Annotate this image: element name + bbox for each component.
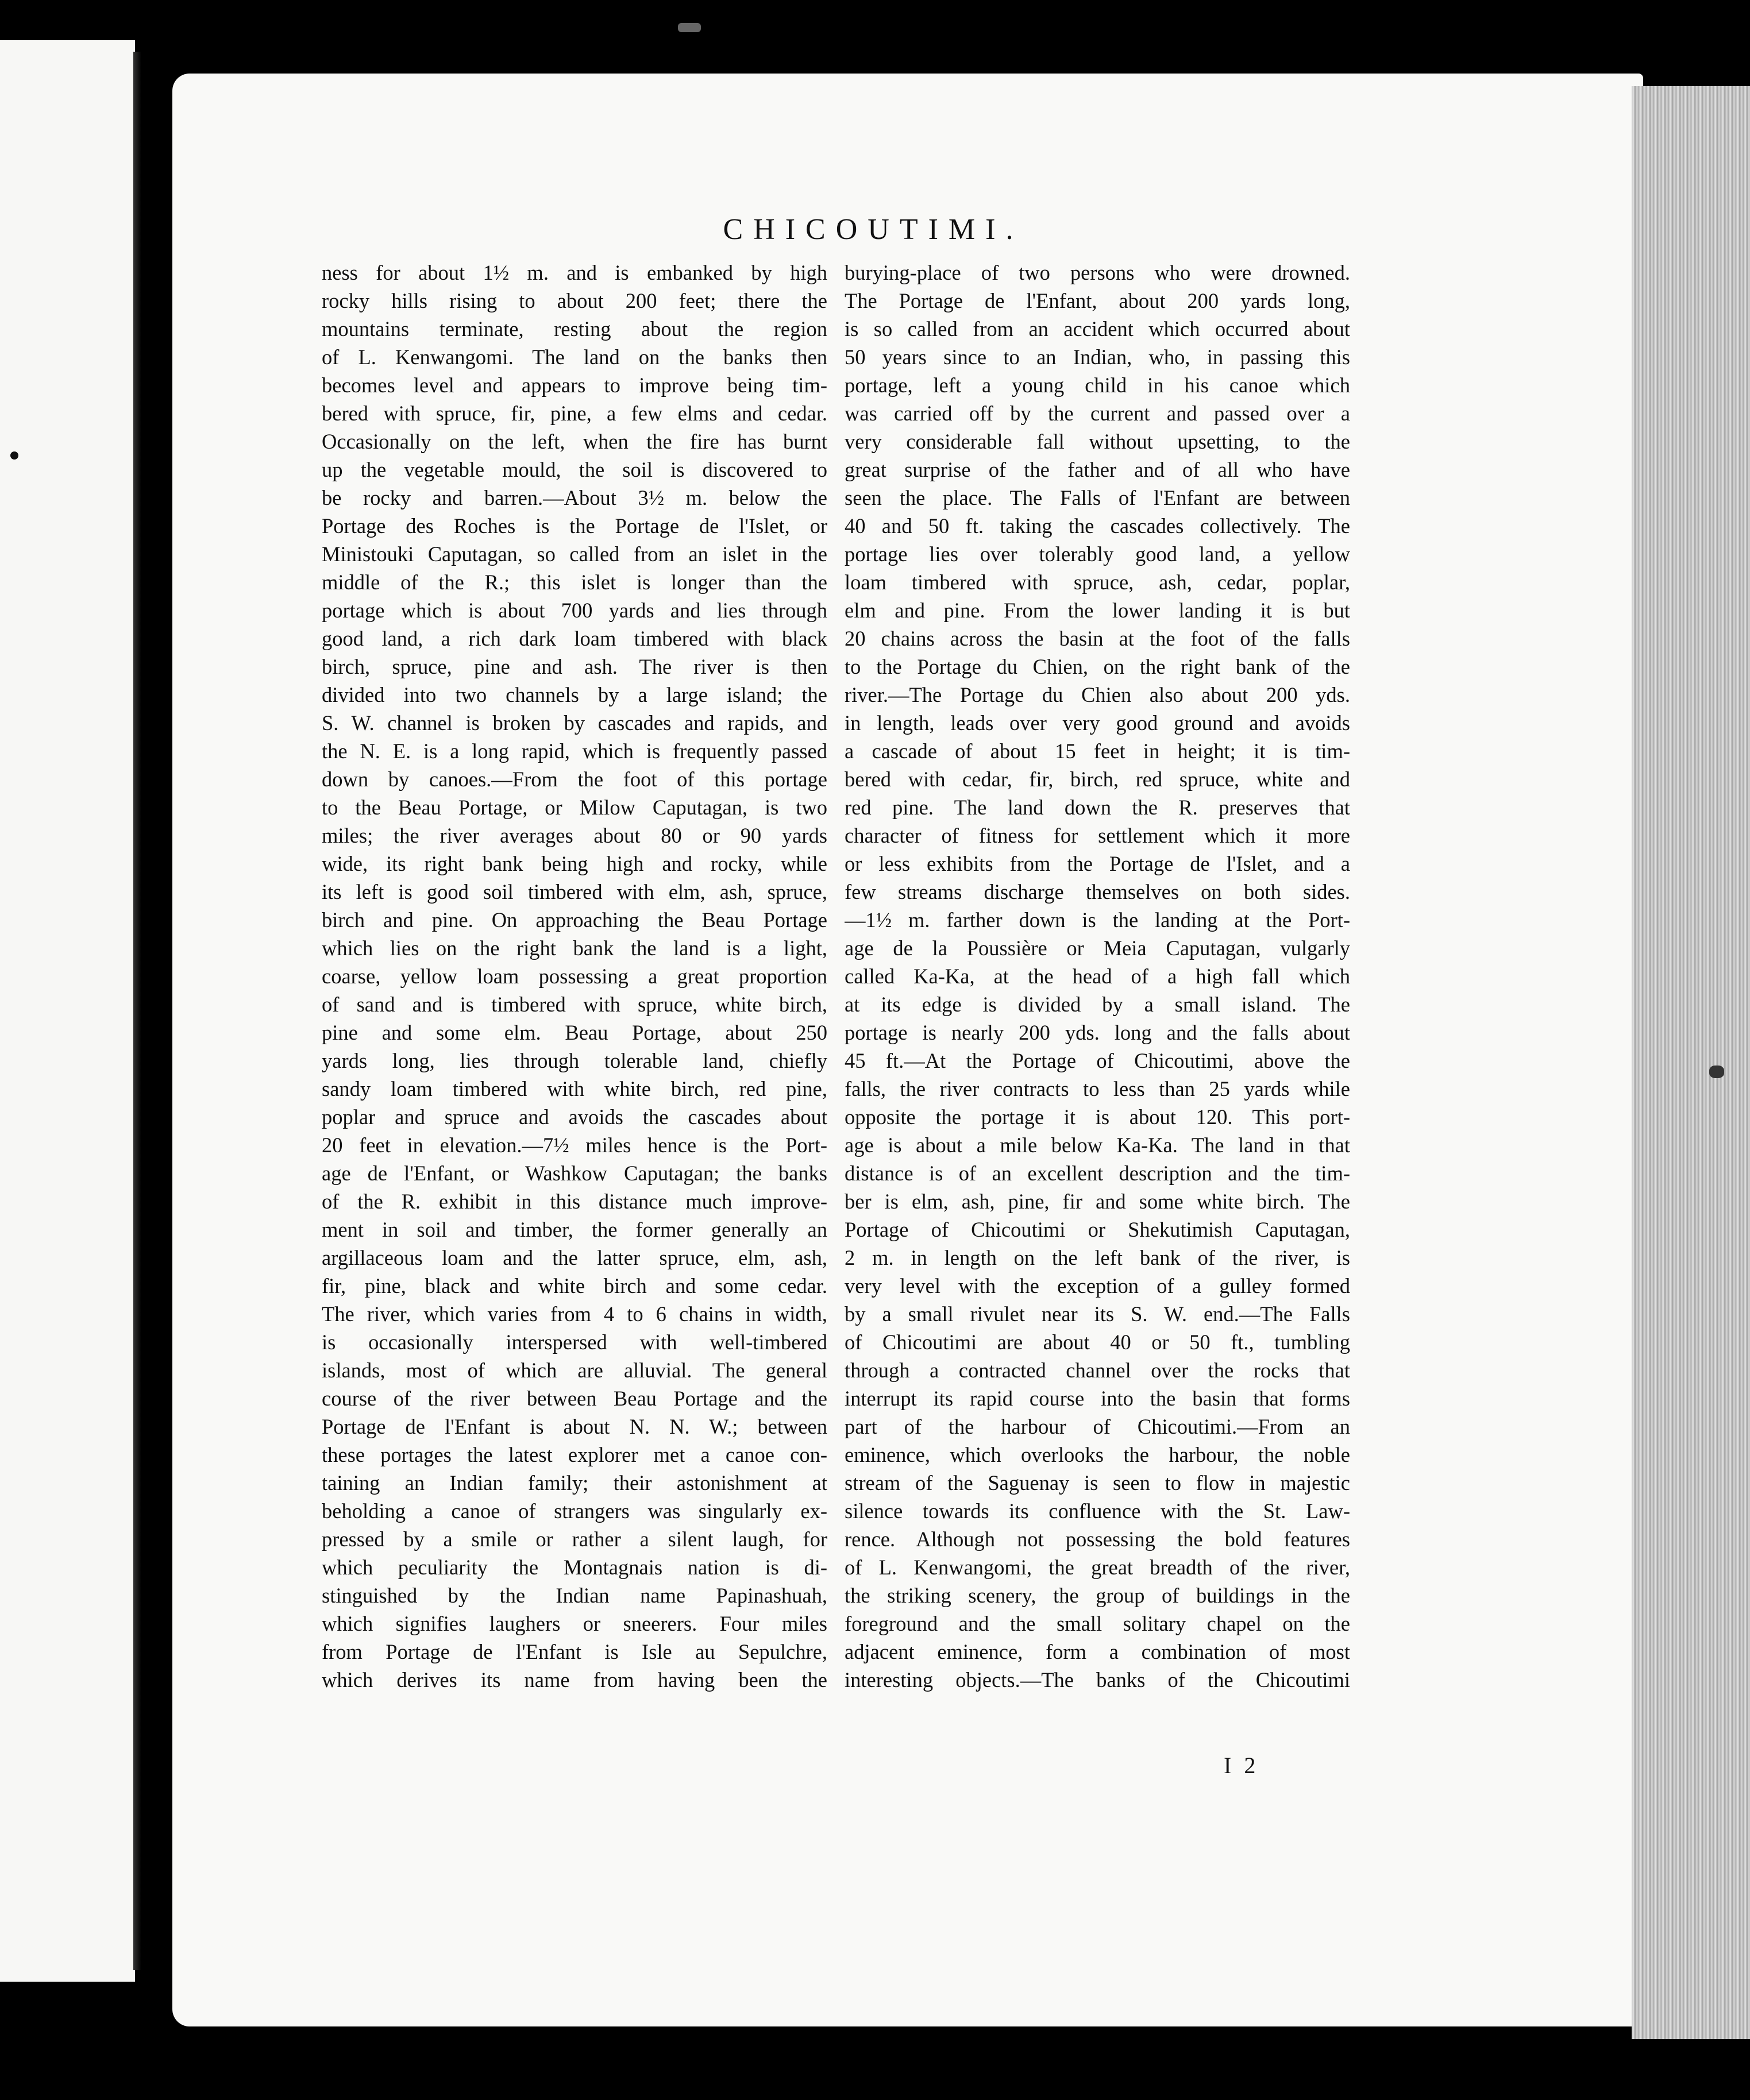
text-line: 50 years since to an Indian, who, in passing this [845,345,1350,369]
text-line: of L. Kenwangomi, the great breadth of the river, [845,1555,1350,1579]
text-column-right [845,258,1350,1694]
text-line: mountains terminate, resting about the region [322,317,827,341]
text-line: miles; the river averages about 80 or 90 yards [322,824,827,847]
text-line: bered with spruce, fir, pine, a few elms and cedar. [322,402,827,425]
text-line: of Chicoutimi are about 40 or 50 ft., tumbling [845,1330,1350,1354]
text-line: up the vegetable mould, the soil is discovered to [322,458,827,481]
text-line: Portage de l'Enfant is about N. N. W.; between [322,1415,827,1438]
text-column-left [322,258,827,1694]
scan-mark [678,23,701,32]
text-line: part of the harbour of Chicoutimi.—From an [845,1415,1350,1438]
text-line: to the Beau Portage, or Milow Caputagan, is two [322,796,827,819]
text-line: is occasionally interspersed with well-timbered [322,1330,827,1354]
text-line: ber is elm, ash, pine, fir and some white birch. The [845,1190,1350,1213]
text-line: the N. E. is a long rapid, which is frequently passed [322,739,827,763]
text-line: rocky hills rising to about 200 feet; there the [322,289,827,312]
text-line: distance is of an excellent description and the tim- [845,1161,1350,1185]
scan-speck [1709,1066,1724,1078]
page-block-edge [1632,86,1750,2039]
text-line: Occasionally on the left, when the fire has burnt [322,430,827,453]
text-line: at its edge is divided by a small island. The [845,993,1350,1016]
text-line: silence towards its confluence with the St. Law- [845,1499,1350,1523]
text-line: 45 ft.—At the Portage of Chicoutimi, above the [845,1049,1350,1072]
text-line: sandy loam timbered with white birch, red pine, [322,1077,827,1101]
text-line: birch, spruce, pine and ash. The river is then [322,655,827,678]
text-line: middle of the R.; this islet is longer than the [322,570,827,594]
text-line: which peculiarity the Montagnais nation is di- [322,1555,827,1579]
text-line: to the Portage du Chien, on the right bank of the [845,655,1350,678]
text-line: course of the river between Beau Portage and the [322,1387,827,1410]
text-line: few streams discharge themselves on both sides. [845,880,1350,904]
text-line: of the R. exhibit in this distance much improve- [322,1190,827,1213]
text-line: beholding a canoe of strangers was singularly ex- [322,1499,827,1523]
text-line: loam timbered with spruce, ash, cedar, poplar, [845,570,1350,594]
text-line: wide, its right bank being high and rocky, while [322,852,827,875]
text-line: great surprise of the father and of all who have [845,458,1350,481]
text-line: rence. Although not possessing the bold features [845,1527,1350,1551]
text-line: opposite the portage it is about 120. This port- [845,1105,1350,1129]
text-line: is so called from an accident which occurred about [845,317,1350,341]
text-line: poplar and spruce and avoids the cascades about [322,1105,827,1129]
text-line: of sand and is timbered with spruce, white birch, [322,993,827,1016]
text-line: pressed by a smile or rather a silent laugh, for [322,1527,827,1551]
text-line: adjacent eminence, form a combination of most [845,1640,1350,1663]
text-line: —1½ m. farther down is the landing at the Port- [845,908,1350,932]
text-line: bered with cedar, fir, birch, red spruce, white and [845,767,1350,791]
text-line: down by canoes.—From the foot of this portage [322,767,827,791]
text-line: portage, left a young child in his canoe which [845,373,1350,397]
text-line: age is about a mile below Ka-Ka. The land in that [845,1133,1350,1157]
text-line: of L. Kenwangomi. The land on the banks then [322,345,827,369]
text-line: 40 and 50 ft. taking the cascades collectively. The [845,514,1350,538]
text-line: argillaceous loam and the latter spruce, elm, ash, [322,1246,827,1269]
text-line: stinguished by the Indian name Papinashuah, [322,1584,827,1607]
scan-speck [10,451,18,460]
text-line: ment in soil and timber, the former generally an [322,1218,827,1241]
text-line: from Portage de l'Enfant is Isle au Sepulchre, [322,1640,827,1663]
text-line: very level with the exception of a gulley formed [845,1274,1350,1298]
text-line: red pine. The land down the R. preserves that [845,796,1350,819]
text-line: islands, most of which are alluvial. The general [322,1358,827,1382]
text-line: was carried off by the current and passed over a [845,402,1350,425]
text-line: which lies on the right bank the land is a light, [322,936,827,960]
text-line: The river, which varies from 4 to 6 chains in width, [322,1302,827,1326]
text-line: good land, a rich dark loam timbered with black [322,627,827,650]
text-line: divided into two channels by a large island; the [322,683,827,707]
text-line: a cascade of about 15 feet in height; it is tim- [845,739,1350,763]
text-line: taining an Indian family; their astonishment at [322,1471,827,1495]
text-line: burying-place of two persons who were drowned. [845,261,1350,284]
text-line: birch and pine. On approaching the Beau Portage [322,908,827,932]
text-line: eminence, which overlooks the harbour, the noble [845,1443,1350,1466]
text-line: coarse, yellow loam possessing a great proportion [322,964,827,988]
text-line: interrupt its rapid course into the basin that forms [845,1387,1350,1410]
text-line: age de la Poussière or Meia Caputagan, vulgarly [845,936,1350,960]
text-line: seen the place. The Falls of l'Enfant are between [845,486,1350,509]
page-number: I 2 [1224,1752,1259,1778]
text-line: portage lies over tolerably good land, a yellow [845,542,1350,566]
text-line: the striking scenery, the group of buildings in the [845,1584,1350,1607]
text-line: portage which is about 700 yards and lies through [322,599,827,622]
text-line: by a small rivulet near its S. W. end.—The Falls [845,1302,1350,1326]
text-line: which derives its name from having been the [322,1668,827,1692]
text-line: yards long, lies through tolerable land, chiefly [322,1049,827,1072]
text-line: Portage des Roches is the Portage de l'Islet, or [322,514,827,538]
text-line: in length, leads over very good ground and avoids [845,711,1350,735]
text-line: Portage of Chicoutimi or Shekutimish Caputagan, [845,1218,1350,1241]
text-line: river.—The Portage du Chien also about 200 yds. [845,683,1350,707]
text-line: its left is good soil timbered with elm, ash, spruce, [322,880,827,904]
facing-page-sliver [0,40,135,1982]
text-line: becomes level and appears to improve being tim- [322,373,827,397]
text-line: stream of the Saguenay is seen to flow in majestic [845,1471,1350,1495]
running-head: CHICOUTIMI. [723,213,1024,246]
text-line: which signifies laughers or sneerers. Four miles [322,1612,827,1635]
text-line: portage is nearly 200 yds. long and the falls about [845,1021,1350,1044]
text-line: 20 chains across the basin at the foot of the falls [845,627,1350,650]
text-line: elm and pine. From the lower landing it is but [845,599,1350,622]
text-line: ness for about 1½ m. and is embanked by high [322,261,827,284]
text-line: fir, pine, black and white birch and some cedar. [322,1274,827,1298]
text-line: called Ka-Ka, at the head of a high fall which [845,964,1350,988]
text-line: Ministouki Caputagan, so called from an islet in the [322,542,827,566]
text-line: interesting objects.—The banks of the Chicoutimi [845,1668,1350,1692]
text-line: very considerable fall without upsetting, to the [845,430,1350,453]
text-line: or less exhibits from the Portage de l'Islet, and a [845,852,1350,875]
text-line: be rocky and barren.—About 3½ m. below the [322,486,827,509]
facing-page-gutter [133,52,141,1970]
text-line: falls, the river contracts to less than 25 yards while [845,1077,1350,1101]
text-line: through a contracted channel over the rocks that [845,1358,1350,1382]
text-line: 2 m. in length on the left bank of the river, is [845,1246,1350,1269]
text-line: age de l'Enfant, or Washkow Caputagan; the banks [322,1161,827,1185]
text-line: these portages the latest explorer met a canoe con- [322,1443,827,1466]
text-line: pine and some elm. Beau Portage, about 250 [322,1021,827,1044]
text-line: character of fitness for settlement which it more [845,824,1350,847]
text-line: 20 feet in elevation.—7½ miles hence is the Port- [322,1133,827,1157]
text-line: S. W. channel is broken by cascades and rapids, and [322,711,827,735]
text-line: The Portage de l'Enfant, about 200 yards long, [845,289,1350,312]
text-line: foreground and the small solitary chapel on the [845,1612,1350,1635]
